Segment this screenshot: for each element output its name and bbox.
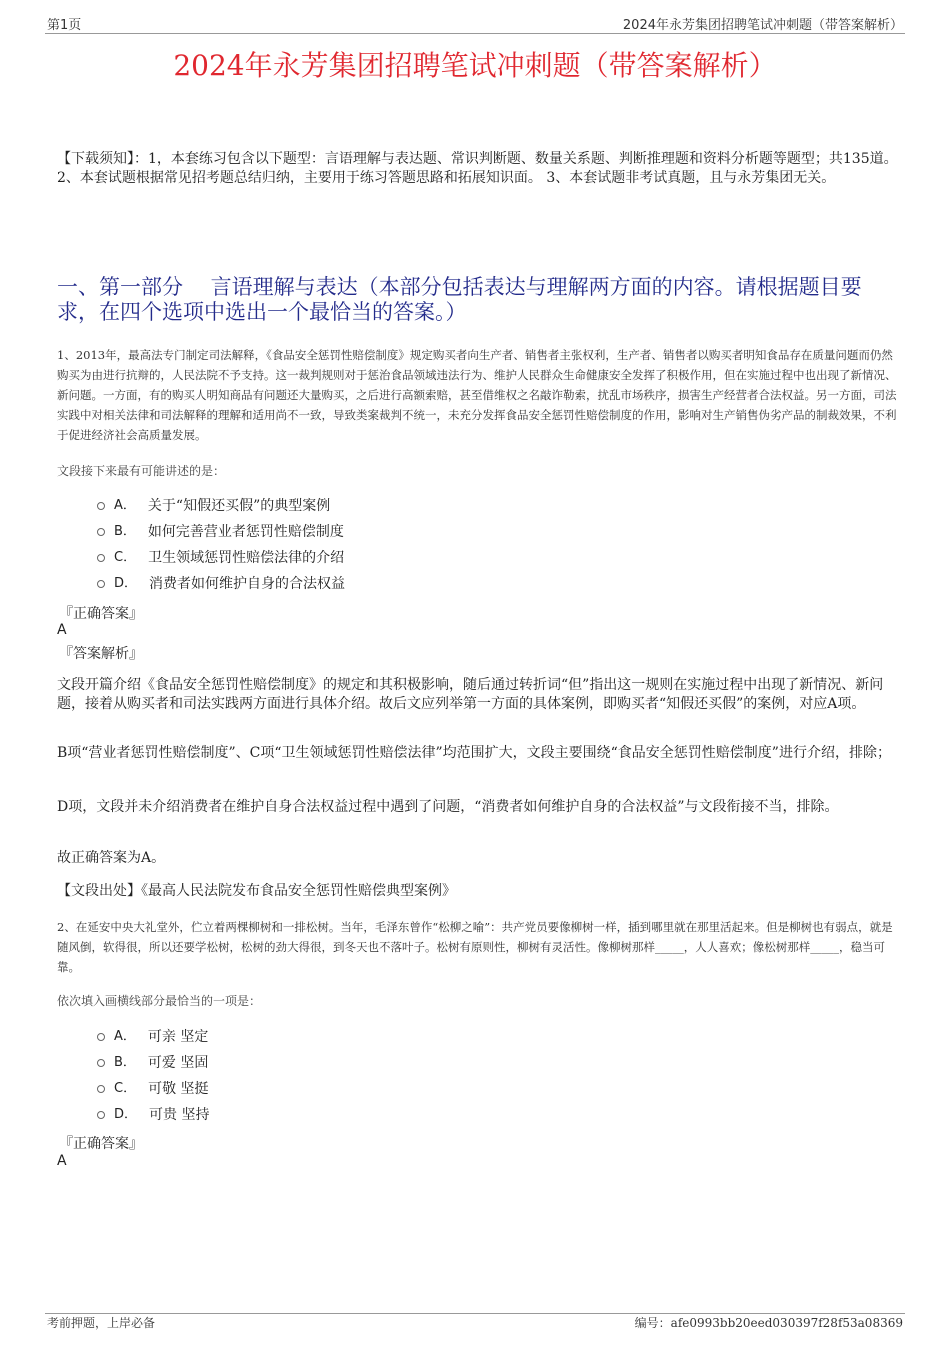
q1-analysis-para: 故正确答案为A。 bbox=[57, 850, 166, 866]
q2-passage: 2、在延安中央大礼堂外，伫立着两棵柳树和一排松树。当年，毛泽东曾作“松柳之喻”：共产党员要像柳树一样，插到哪里就在那里活起来。但是柳树也有弱点，就是随风倒，软得很，所以还要学松树，松树的劲大得很，到冬天也不落叶子。松树有原则性，柳树有灵活性。像柳树那样_____，人人喜欢；像松树那样_____，稳当可靠。 bbox=[57, 920, 893, 974]
radio-icon[interactable] bbox=[97, 554, 105, 562]
q2-option-c[interactable]: C． 可敬 坚挺 bbox=[97, 1076, 209, 1102]
q2-option-d[interactable]: D． 可贵 坚持 bbox=[97, 1102, 209, 1128]
header-divider bbox=[45, 33, 905, 34]
q1-analysis-label: 『答案解析』 bbox=[59, 646, 143, 662]
radio-icon[interactable] bbox=[97, 502, 105, 510]
radio-icon[interactable] bbox=[97, 528, 105, 536]
page-number: 第1页 bbox=[47, 18, 82, 33]
q1-passage: 1、2013年，最高法专门制定司法解释，《食品安全惩罚性赔偿制度》规定购买者向生产者、销售者主张权利，生产者、销售者以购买者明知食品存在质量问题而仍然购买为由进行抗辩的，人民法院不予支持。这一裁判规则对于惩治食品领域违法行为、维护人民群众生命健康安全发挥了积极作用，但在实施过程中也出现了新情况、新问题。一方面，有的购买人明知商品有问题还大量购买，之后进行高额索赔，甚至借维权之名敲诈勒索，扰乱市场秩序，损害生产经营者合法权益。另一方面，司法实践中对相关法律和司法解释的理解和适用尚不一致，导致类案裁判不统一，未充分发挥食品安全惩罚性赔偿制度的作用，影响对生产销售伪劣产品的制裁效果，不利于促进经济社会高质量发展。 bbox=[57, 348, 897, 442]
radio-icon[interactable] bbox=[97, 1059, 105, 1067]
q1-correct-answer: A bbox=[57, 622, 67, 638]
q2-correct-answer: A bbox=[57, 1153, 67, 1169]
q1-analysis-para: B项“营业者惩罚性赔偿制度”、C项“卫生领域惩罚性赔偿法律”均范围扩大，文段主要围绕“食品安全惩罚性赔偿制度”进行介绍，排除； bbox=[57, 745, 891, 761]
header-doc-title: 2024年永芳集团招聘笔试冲刺题（带答案解析） bbox=[622, 18, 903, 33]
q2-prompt: 依次填入画横线部分最恰当的一项是： bbox=[57, 994, 262, 1008]
q1-option-c[interactable]: C． 卫生领域惩罚性赔偿法律的介绍 bbox=[97, 545, 345, 571]
radio-icon[interactable] bbox=[97, 1111, 105, 1119]
q1-prompt: 文段接下来最有可能讲述的是： bbox=[57, 464, 226, 478]
q1-option-d[interactable]: D． 消费者如何维护自身的合法权益 bbox=[97, 571, 345, 597]
page-title: 2024年永芳集团招聘笔试冲刺题（带答案解析） bbox=[173, 49, 777, 82]
q2-option-b[interactable]: B． 可爱 坚固 bbox=[97, 1050, 209, 1076]
footer-slogan: 考前押题，上岸必备 bbox=[47, 1316, 156, 1330]
q1-options bbox=[97, 493, 345, 597]
q1-source: 【文段出处】《最高人民法院发布食品安全惩罚性赔偿典型案例》 bbox=[57, 883, 456, 899]
radio-icon[interactable] bbox=[97, 1085, 105, 1093]
download-notice: 【下载须知】：1，本套练习包含以下题型：言语理解与表达题、常识判断题、数量关系题、判断推理题和资料分析题等题型；共135道。 2、本套试题根据常见招考题总结归纳，主要用于练习答题思路和拓展知识面。 3、本套试题非考试真题，且与永芳集团无关。 bbox=[57, 151, 898, 186]
q2-options bbox=[97, 1024, 209, 1128]
q2-option-a[interactable]: A． 可亲 坚定 bbox=[97, 1024, 209, 1050]
q1-analysis-para: 文段开篇介绍《食品安全惩罚性赔偿制度》的规定和其积极影响，随后通过转折词“但”指出这一规则在实施过程中出现了新情况、新问题，接着从购买者和司法实践两方面进行具体介绍。故后文应列举第一方面的具体案例，即购买者“知假还买假”的案例，对应A项。 bbox=[57, 677, 884, 712]
radio-icon[interactable] bbox=[97, 580, 105, 588]
q1-option-a[interactable]: A． 关于“知假还买假”的典型案例 bbox=[97, 493, 345, 519]
radio-icon[interactable] bbox=[97, 1033, 105, 1041]
footer-serial: 编号：afe0993bb20eed030397f28f53a08369 bbox=[634, 1316, 903, 1330]
section-heading: 一、第一部分 言语理解与表达（本部分包括表达与理解两方面的内容。请根据题目要求，在四个选项中选出一个最恰当的答案。） bbox=[57, 275, 862, 324]
q1-analysis-para: D项，文段并未介绍消费者在维护自身合法权益过程中遇到了问题，“消费者如何维护自身的合法权益”与文段衔接不当，排除。 bbox=[57, 799, 839, 815]
q1-correct-label: 『正确答案』 bbox=[59, 606, 143, 622]
q2-correct-label: 『正确答案』 bbox=[59, 1136, 143, 1152]
q1-option-b[interactable]: B． 如何完善营业者惩罚性赔偿制度 bbox=[97, 519, 345, 545]
